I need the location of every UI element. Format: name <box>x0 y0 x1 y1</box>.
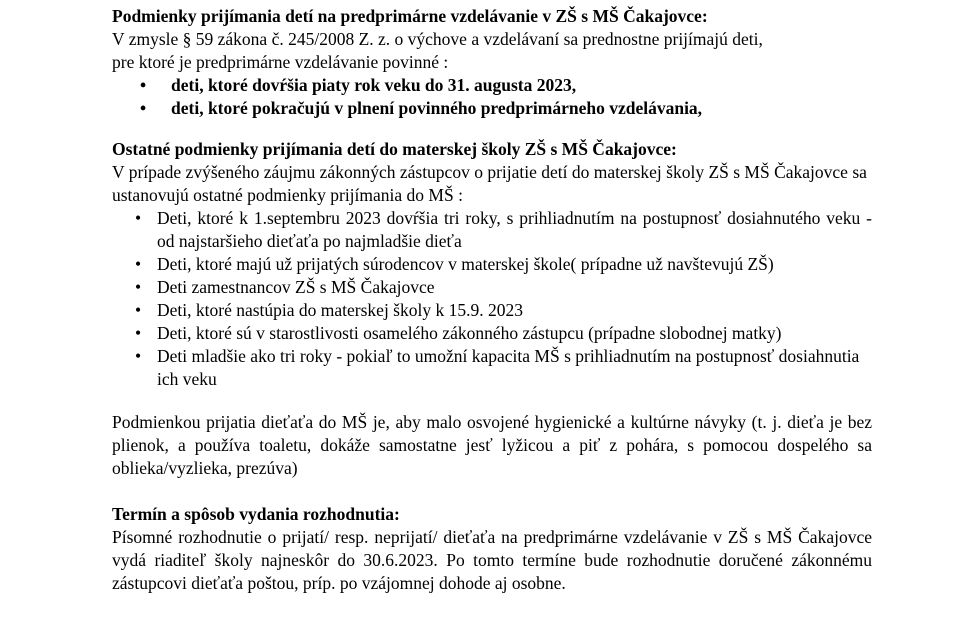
section-title-other-conditions: Ostatné podmienky prijímania detí do materskej školy ZŠ s MŠ Čakajovce: <box>112 139 677 159</box>
list-item: • deti, ktoré pokračujú v plnení povinného predprimárneho vzdelávania, <box>140 97 872 120</box>
section-intro-paragraph: V prípade zvýšeného záujmu zákonných zástupcov o prijatie detí do materskej školy ZŠ s MŠ Čakajovce sa ustanovujú ostatné podmienky prijímania do MŠ : <box>112 162 867 205</box>
mandatory-conditions-list <box>112 74 872 120</box>
hygiene-requirements-paragraph: Podmienkou prijatia dieťaťa do MŠ je, aby malo osvojené hygienické a kultúrne návyky (t. j. dieťa je bez plienok, a používa toaletu, dokáže samostatne jesť lyžicou a piť z pohára, s pomocou dospelého sa oblieka/vyzlieka, prezúva) <box>112 412 872 478</box>
list-item: • Deti, ktoré sú v starostlivosti osamelého zákonného zástupcu (prípadne slobodnej matky) <box>135 322 872 345</box>
section-intro-line: pre ktoré je predprimárne vzdelávanie povinné : <box>112 52 449 72</box>
other-conditions-list <box>112 207 872 391</box>
list-item: • Deti, ktoré nastúpia do materskej školy k 15.9. 2023 <box>135 299 872 322</box>
list-item: • Deti, ktoré k 1.septembru 2023 dovŕšia tri roky, s prihliadnutím na postupnosť dosiahnutého veku - od najstaršieho dieťaťa po najmladšie dieťa <box>135 207 872 253</box>
list-item: • Deti mladšie ako tri roky - pokiaľ to umožní kapacita MŠ s prihliadnutím na postupnosť dosiahnutia ich veku <box>135 345 872 391</box>
document-page <box>112 5 872 595</box>
decision-paragraph: Písomné rozhodnutie o prijatí/ resp. neprijatí/ dieťaťa na predprimárne vzdelávanie v ZŠ s MŠ Čakajovce vydá riaditeľ školy najneskôr do 30.6.2023. Po tomto termíne bude rozhodnutie doručené zákonnému zástupcovi dieťaťa poštou, príp. po vzájomnej dohode aj osobne. <box>112 527 872 593</box>
list-item: • Deti, ktoré majú už prijatých súrodencov v materskej škole( prípadne už navštevujú ZŠ) <box>135 253 872 276</box>
section-intro-line: V zmysle § 59 zákona č. 245/2008 Z. z. o výchove a vzdelávaní sa prednostne prijímajú deti, <box>112 29 763 49</box>
section-title-decision: Termín a spôsob vydania rozhodnutia: <box>112 504 400 524</box>
section-title-preprimary-conditions: Podmienky prijímania detí na predprimárne vzdelávanie v ZŠ s MŠ Čakajovce: <box>112 6 708 26</box>
list-item: • deti, ktoré dovŕšia piaty rok veku do 31. augusta 2023, <box>140 74 872 97</box>
list-item: • Deti zamestnancov ZŠ s MŠ Čakajovce <box>135 276 872 299</box>
